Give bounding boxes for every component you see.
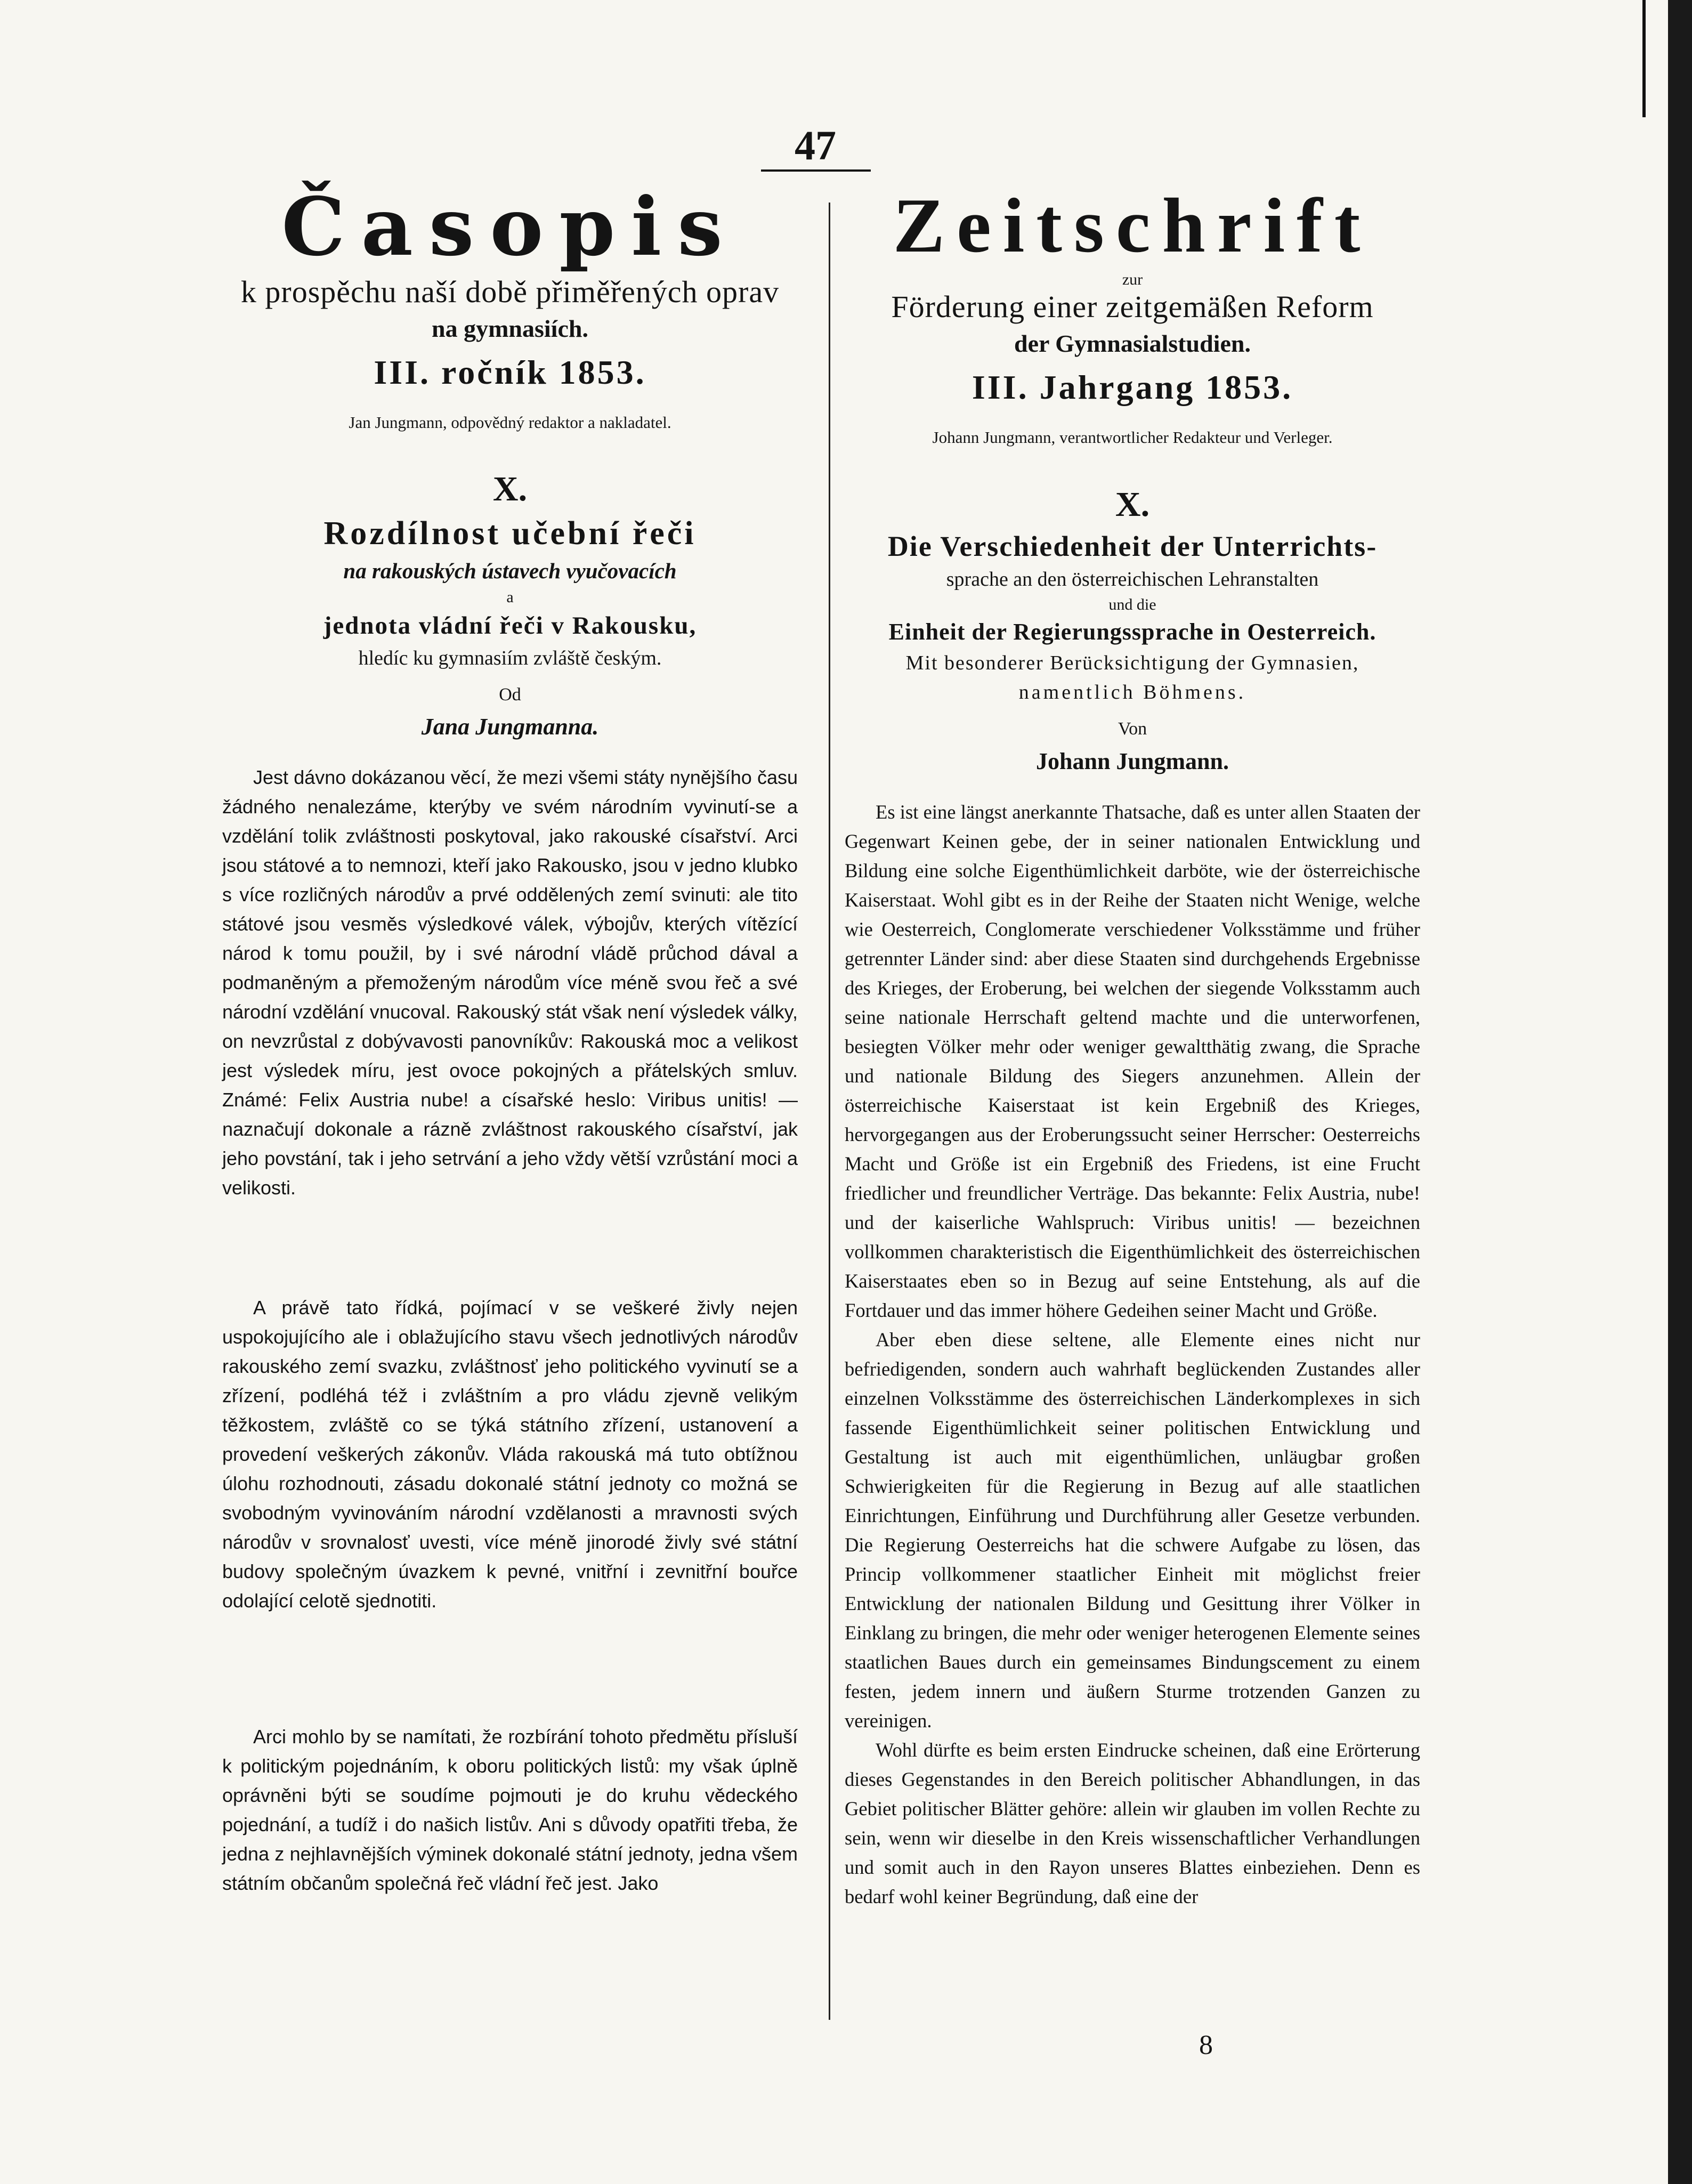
czech-paragraph-1: Jest dávno dokázanou věcí, že mezi všemi státy nynějšího času žádného nenalezáme, kterýby ve svém národním vyvinutí-se a vzdělání tolik zvláštnosti poskytoval, jako rakouské císařství. Arci jsou státové a to nemnozi, kteří jako Rakousko, jsou v jedno klubko s více rozličných národův a prvé oddělených zemí svinuti: ale tito státové jsou vesměs výsledkové válek, výbojův, kterých vítězící národ k tomu použil, by i své národní vládě průchod dával a podmaněným a přemoženým národům více méně svou řeč a své národní vzdělání vnucoval. Rakouský stát však není výsledek války, on nevzrůstal z dobývavosti panovníkův: Rakouská moc a velikost jest výsledek míru, jest ovoce pokojných a přátelských smluv. Známé: Felix Austria nube! a císařské heslo: Viribus unitis! — naznačují dokonale a rázně zvláštnost rakouského císařství, jak jeho povstání, tak i jeho setrvání a jeho vždy větší vzrůstání moci a velikosti. xyxy=(222,766,798,1199)
czech-paragraph-3: Arci mohlo by se namítati, že rozbírání tohoto předmětu přísluší k politickým pojednáním, k oboru politických listů: my však úplně oprávněni býti se soudíme pojmouti je do kruhu vědeckého pojednání, a tudíž i do našich listův. Ani s důvody opatřiti třeba, že jedna z nejhlavnějších výminek dokonalé státní jednoty, jedna všem státním občanům společná řeč vládní řeč jest. Jako xyxy=(222,1726,798,1894)
page-edge-mark xyxy=(1642,0,1646,117)
german-article-number: X. xyxy=(1115,484,1150,524)
german-masthead-year: III. Jahrgang 1853. xyxy=(972,368,1293,407)
czech-article-title: Rozdílnost učební řeči xyxy=(323,515,697,552)
german-paragraph-2: Aber eben diese seltene, alle Elemente eines nicht nur befriedigenden, sondern auch wahrhaft beglückenden Zustandes aller einzelnen Volksstämme des österreichischen Länderkomplexes in sich fassende Eigenthümlichkeit seiner politischen Entwicklung und Gestaltung ist auch mit eigenthümlichen, unläugbar großen Schwierigkeiten für die Regierung in Bezug auf alle staatlichen Einrichtungen, Einführung und Durchführung aller Gesetze verbunden. Die Regierung Oesterreichs hat die schwere Aufgabe zu lösen, das Princip vollkommener staatlicher Einheit mit möglichst freier Entwicklung der nationalen Bildung und Gesittung ihrer Völker in Einklang zu bringen, die mehr oder weniger heterogenen Elemente seines staatlichen Baues durch ein gemeinsames Bindungscement zu einem festen, jedem innern und äußern Sturme trotzenden Ganzen zu vereinigen. xyxy=(845,1328,1420,1732)
german-column xyxy=(845,181,1420,1911)
column-divider xyxy=(829,203,830,2020)
german-masthead-place: der Gymnasialstudien. xyxy=(1014,330,1251,358)
german-article-author: Johann Jungmann. xyxy=(1036,748,1229,774)
german-article-subtitle-3: Mit besonderer Berücksichtigung der Gymnasien, xyxy=(905,651,1359,674)
german-article-subtitle: sprache an den österreichischen Lehranstalten xyxy=(946,568,1319,591)
czech-article-conjunction: a xyxy=(506,588,514,606)
czech-column xyxy=(222,181,798,1898)
czech-article-author: Jana Jungmanna. xyxy=(421,714,599,740)
czech-masthead-place: na gymnasiích. xyxy=(432,315,588,343)
german-article-by: Von xyxy=(1118,719,1147,739)
page-number: 47 xyxy=(795,122,836,168)
german-paragraph-1: Es ist eine längst anerkannte Thatsache, daß es unter allen Staaten der Gegenwart Keinen gebe, der in seiner nationalen Entwicklung und Bildung eine solche Eigenthümlichkeit darböte, wie der österreichische Kaiserstaat. Wohl gibt es in der Reihe der Staaten nicht Wenige, welche wie Oesterreich, Conglomerate verschiedener Volksstämme und früher getrennter Länder sind: aber diese Staaten sind durchgehends Ergebnisse des Krieges, der Eroberung, bei welchen der siegende Volksstamm auch seine nationale Herrschaft geltend machte und die unterworfenen, besiegten Völker mehr oder weniger gewaltthätig zwang, die Sprache und nationale Bildung des Siegers anzunehmen. Allein der österreichische Kaiserstaat ist kein Ergebniß des Krieges, hervorgegangen aus der Eroberungssucht seiner Herrscher: Oesterreichs Macht und Größe ist ein Ergebniß des Friedens, ist eine Frucht friedlicher und freundlicher Verträge. Das bekannte: Felix Austria, nube! und der kaiserliche Wahlspruch: Viribus unitis! — bezeichnen vollkommen charakteristisch die Eigenthümlichkeit des österreichischen Kaiserstaates eben so in Bezug auf seine Entstehung, als auf die Fortdauer und das immer höhere Gedeihen seiner Macht und Größe. xyxy=(845,800,1420,1321)
czech-article-subtitle-3: hledíc ku gymnasiím zvláště českým. xyxy=(358,646,662,669)
german-article-subtitle-2: Einheit der Regierungssprache in Oesterreich. xyxy=(888,619,1377,645)
czech-article-by: Od xyxy=(499,684,521,705)
german-masthead-subtitle: Förderung einer zeitgemäßen Reform xyxy=(891,289,1374,324)
german-masthead-title: Zeitschrift xyxy=(893,182,1372,269)
german-article-subtitle-4: namentlich Böhmens. xyxy=(1018,681,1246,704)
german-editor-line: Johann Jungmann, verantwortlicher Redakteur und Verleger. xyxy=(932,428,1333,447)
german-masthead-connector: zur xyxy=(1122,270,1143,288)
sheet-signature: 8 xyxy=(1199,2030,1213,2060)
czech-masthead-year: III. ročník 1853. xyxy=(374,353,646,392)
czech-article-subtitle-2: jednota vládní řeči v Rakousku, xyxy=(323,611,697,640)
czech-paragraph-2: A právě tato řídká, pojímací v se veškeré živly nejen uspokojujícího ale i oblažujícího stavu všech jednotlivých národův rakouského zemí svazku, zvláštnosť jeho politického vyvinutí se a zřízení, podléhá též i zvláštním a pro vládu zjevně velikým těžkostem, zvláště co se týká státního zřízení, ustanovení a provedení veškerých zákonův. Vláda rakouská má tuto obtížnou úlohu rozhodnouti, zásadu dokonalé státní jednoty co možná se svobodným vyvinováním národní vzdělanosti a mravnosti svých národův v srovnalosť uvesti, více méně jinorodé živly své státní budovy společným úvazkem k pevné, vnitřní i zevnitřní bouřce odolající celotě sjednotiti. xyxy=(222,1297,798,1612)
page-number-rule xyxy=(761,169,871,172)
german-article-title: Die Verschiedenheit der Unterrichts- xyxy=(887,530,1378,562)
czech-masthead-title: Časopis xyxy=(281,180,739,274)
czech-masthead-subtitle: k prospěchu naší době přiměřených oprav xyxy=(240,274,780,309)
german-article-conjunction: und die xyxy=(1108,595,1156,613)
czech-article-subtitle: na rakouských ústavech vyučovacích xyxy=(343,558,677,583)
czech-article-number: X. xyxy=(492,470,528,509)
german-paragraph-3: Wohl dürfte es beim ersten Eindrucke scheinen, daß eine Erörterung dieses Gegenstandes in den Bereich politischer Abhandlungen, in das Gebiet politischer Blätter gehöre: allein wir glauben im vollen Rechte zu sein, wenn wir dieselbe in den Kreis wissenschaftlicher Verhandlungen und somit auch in den Rayon unseres Blattes einbeziehen. Denn es bedarf wohl keiner Begründung, daß eine der xyxy=(845,1738,1420,1907)
czech-editor-line: Jan Jungmann, odpovědný redaktor a nakladatel. xyxy=(349,413,671,432)
